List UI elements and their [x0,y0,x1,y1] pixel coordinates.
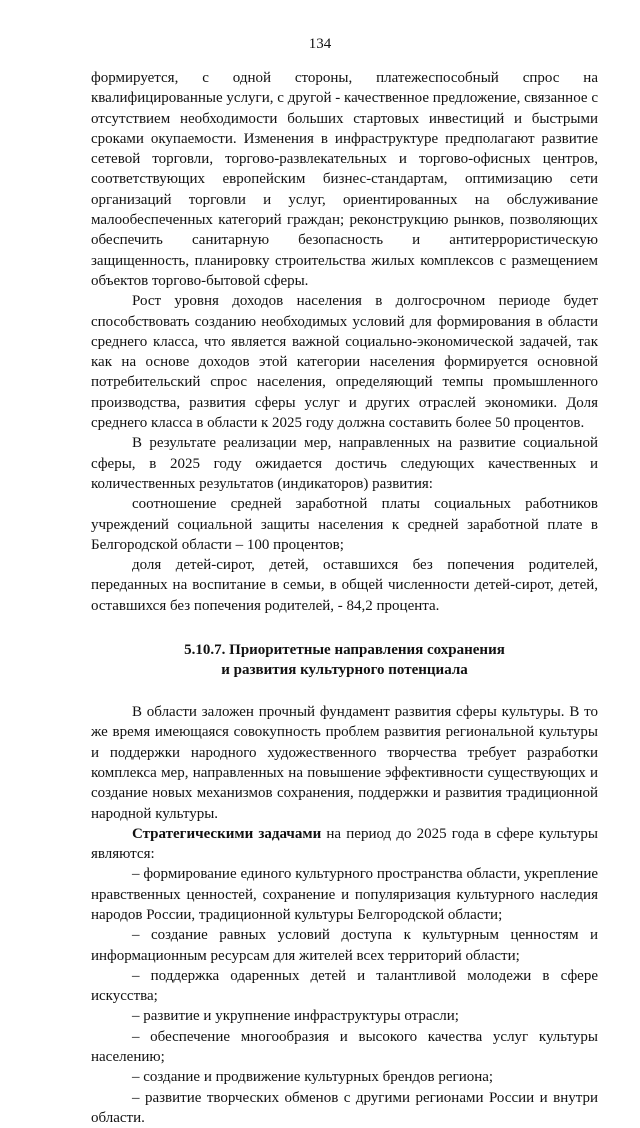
paragraph [91,824,598,865]
list-item: – обеспечение многообразия и высокого качества услуг культуры населению; [91,1028,598,1066]
section-heading-line: 5.10.7. Приоритетные направления сохранения [184,642,505,659]
list-item: – развитие творческих обменов с другими регионами России и внутри области. [91,1089,598,1126]
paragraph: доля детей-сирот, детей, оставшихся без попечения родителей, переданных на воспитание в семьи, в общей численности детей-сирот, детей, оставшихся без попечения родителей, - 84,2 процента. [91,557,598,614]
paragraph: соотношение средней заработной платы социальных работников учреждений социальной защиты населения к средней заработной плате в Белгородской области – 100 процентов; [91,496,598,553]
list-item: – поддержка одаренных детей и талантливой молодежи в сфере искусства; [91,967,598,1005]
page-number: 134 [308,36,332,52]
paragraph: В области заложен прочный фундамент развития сферы культуры. В то же время имеющаяся совокупность проблем развития региональной культуры и поддержки народного художественного творчества требует разработки комплекса мер, направленных на повышение эффективности существующих и создание новых механизмов сохранения, поддержки и развития традиционной народной культуры. [91,704,598,822]
list-item: – создание равных условий доступа к культурным ценностям и информационным ресурсам для жителей всех территорий области; [91,927,598,964]
paragraph: В результате реализации мер, направленных на развитие социальной сферы, в 2025 году ожидается достичь следующих качественных и количественных результатов (индикаторов) развития: [91,435,598,492]
list-item: – развитие и укрупнение инфраструктуры отрасли; [132,1008,459,1025]
list-item: – создание и продвижение культурных брендов региона; [132,1069,494,1086]
paragraph: формируется, с одной стороны, платежеспособный спрос на квалифицированные услуги, с другой - качественное предложение, связанное с отсутствием необходимости больших стартовых инвестиций и быстрыми сроками окупаемости. Изменения в инфраструктуре предполагают развитие сетевой торговли, торгово-развлекательных и торгово-офисных центров, соответствующих европейским бизнес-стандартам, оптимизацию сети организаций торговли и услуг, ориентированных на обслуживание малообеспеченных категорий граждан; реконструкцию рынков, позволяющих обеспечить санитарную безопасность и антитеррористическую защищенность, планировку строительства жилых комплексов с размещением объектов торгово-бытовой сферы. [91,70,598,289]
paragraph: Рост уровня доходов населения в долгосрочном периоде будет способствовать созданию необходимых условий для формирования в области среднего класса, что является важной социально-экономической задачей, так как на основе доходов этой категории населения формируется основной потребительский спрос населения, определяющий темпы промышленного производства, развития сферы услуг и других отраслей экономики. Доля среднего класса в области к 2025 году должна составить более 50 процентов. [91,293,598,432]
paragraph-text: на период до 2025 года в сфере культуры являются: [91,825,598,863]
section-heading [91,640,598,680]
list-item: – формирование единого культурного пространства области, укрепление нравственных ценностей, сохранение и популяризация культурного наследия народов России, традиционной культуры Белгородской области; [91,866,598,923]
page-body [91,68,598,1128]
bold-phrase: Стратегическими задачами [132,825,322,842]
section-heading-line: и развития культурного потенциала [221,662,468,679]
